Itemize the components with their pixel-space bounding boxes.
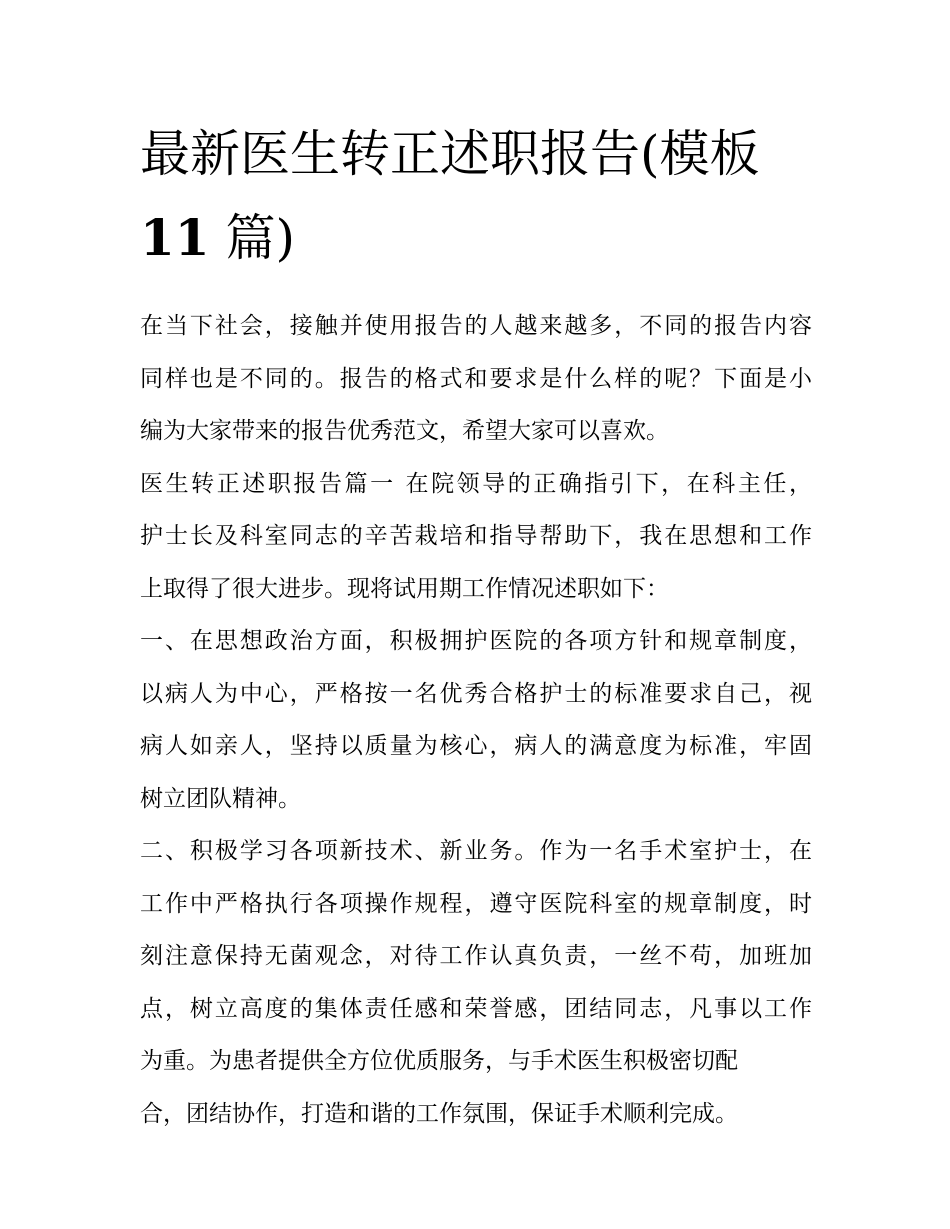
paragraph-opening <box>140 458 812 616</box>
text-line: 二、积极学习各项新技术、新业务。作为一名手术室护士，在 <box>140 838 812 864</box>
title-tail: 篇) <box>209 209 295 267</box>
text-line: 医生转正述职报告篇一 在院领导的正确指引下，在科主任， <box>140 470 812 497</box>
text-line: 树立团队精神。 <box>140 785 301 812</box>
text-line: 刻注意保持无菌观念，对待工作认真负责，一丝不苟，加班加 <box>140 943 812 969</box>
text-line: 编为大家带来的报告优秀范文，希望大家可以喜欢。 <box>140 418 669 444</box>
paragraph-intro <box>140 300 812 458</box>
text-line: 合，团结协作，打造和谐的工作氛围，保证手术顺利完成。 <box>140 1100 738 1127</box>
text-line: 为重。为患者提供全方位优质服务，与手术医生积极密切配 <box>140 1048 738 1074</box>
paragraph-section-one <box>140 615 812 825</box>
document-page <box>140 112 812 1140</box>
text-line: 以病人为中心，严格按一名优秀合格护士的标准要求自己，视 <box>140 680 812 707</box>
document-title <box>140 112 812 280</box>
paragraph-section-two <box>140 825 812 1140</box>
title-main: 最新医生转正述职报告(模板 <box>140 125 760 183</box>
text-line: 上取得了很大进步。现将试用期工作情况述职如下： <box>140 575 669 602</box>
text-line: 护士长及科室同志的辛苦栽培和指导帮助下，我在思想和工作 <box>140 523 812 549</box>
text-line: 病人如亲人，坚持以质量为核心，病人的满意度为标准，牢固 <box>140 733 812 759</box>
text-line: 在当下社会，接触并使用报告的人越来越多，不同的报告内容 <box>140 313 812 339</box>
text-line: 同样也是不同的。报告的格式和要求是什么样的呢？下面是小 <box>140 365 812 392</box>
text-line: 一、在思想政治方面，积极拥护医院的各项方针和规章制度， <box>140 628 812 654</box>
text-line: 点，树立高度的集体责任感和荣誉感，团结同志，凡事以工作 <box>140 995 812 1022</box>
title-number: 11 <box>140 208 210 267</box>
text-line: 工作中严格执行各项操作规程，遵守医院科室的规章制度，时 <box>140 890 812 917</box>
